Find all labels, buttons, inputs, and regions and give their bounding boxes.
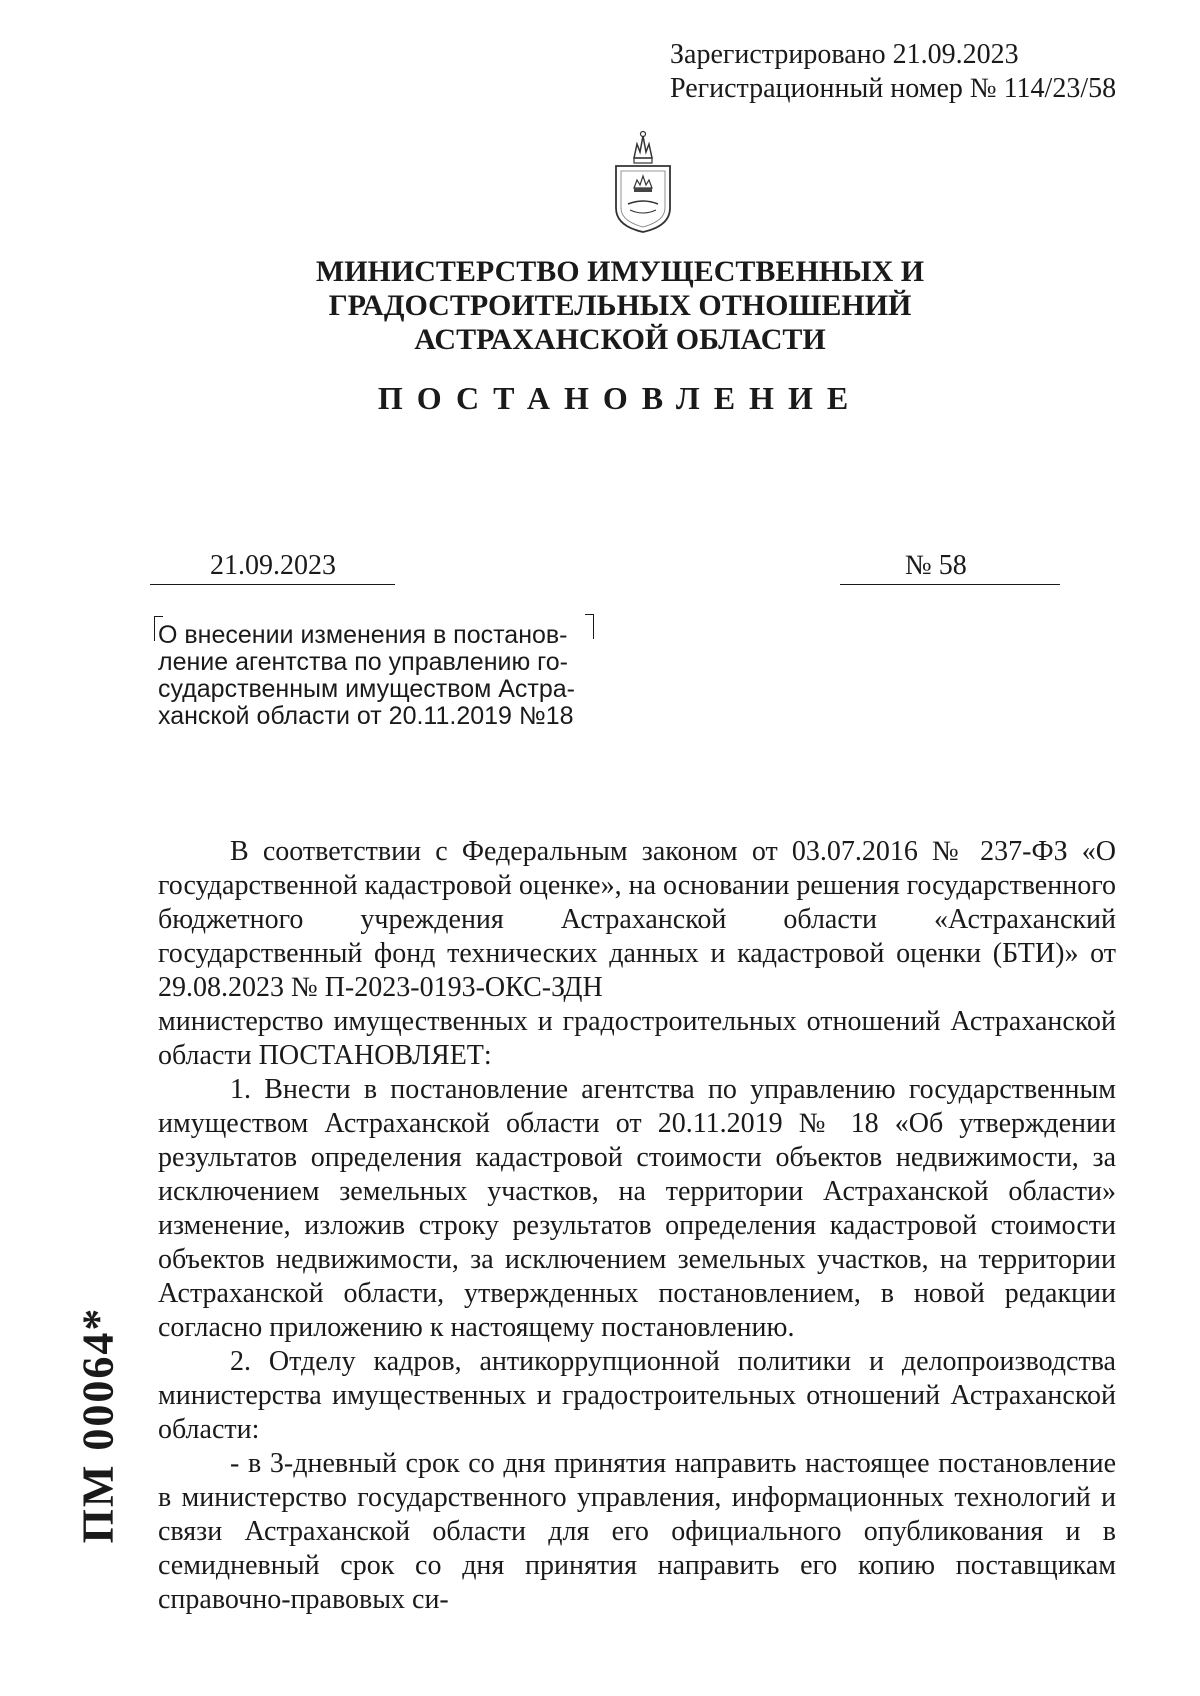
document-number: № 58 bbox=[840, 548, 1060, 585]
coat-of-arms-icon bbox=[604, 128, 682, 236]
ministry-name bbox=[300, 255, 940, 357]
registration-date: Зарегистрировано 21.09.2023 bbox=[670, 39, 1019, 70]
document-subject bbox=[158, 622, 588, 730]
subject-line: ханской области от 20.11.2019 №18 bbox=[158, 702, 574, 730]
body-item-2-sub-1: - в 3-дневный срок со дня принятия направить настоящее постановление в министерство государственного управления, информационных технологий и связи Астраханской области для его официального опубликования и в семидневный срок со дня принятия направить его копию поставщикам справочно-правовых си- bbox=[158, 1448, 1116, 1615]
body-preamble: В соответствии с Федеральным законом от 03.07.2016 № 237-ФЗ «О государственной кадастровой оценке», на основании решения государственного бюджетного учреждения Астраханской области «Астраханский государственный фонд технических данных и кадастровой оценки (БТИ)» от 29.08.2023 № П-2023-0193-ОКС-ЗДН bbox=[158, 836, 1116, 1003]
registration-stamp bbox=[670, 38, 1116, 106]
document-date: 21.09.2023 bbox=[150, 548, 395, 585]
ministry-name-line: ГРАДОСТРОИТЕЛЬНЫХ ОТНОШЕНИЙ bbox=[328, 289, 912, 322]
ministry-name-line: МИНИСТЕРСТВО ИМУЩЕСТВЕННЫХ И bbox=[315, 255, 925, 288]
document-type: ПОСТАНОВЛЕНИЕ bbox=[377, 380, 863, 416]
ministry-name-line: АСТРАХАНСКОЙ ОБЛАСТИ bbox=[414, 323, 826, 356]
registration-number: Регистрационный номер № 114/23/58 bbox=[670, 73, 1117, 104]
subject-line: О внесении изменения в постанов- bbox=[158, 621, 568, 649]
body-item-2: 2. Отделу кадров, антикоррупционной политики и делопроизводства министерства имущественных и градостроительных отношений Астраханской области: bbox=[158, 1346, 1116, 1445]
document-body bbox=[158, 835, 1116, 1617]
subject-line: ление агентства по управлению го- bbox=[158, 648, 568, 676]
subject-line: сударственным имуществом Астра- bbox=[158, 675, 576, 703]
body-resolves: министерство имущественных и градостроительных отношений Астраханской области ПОСТАНОВЛЯЕТ: bbox=[158, 1006, 1116, 1071]
body-item-1: 1. Внести в постановление агентства по управлению государственным имуществом Астраханской области от 20.11.2019 № 18 «Об утверждении результатов определения кадастровой стоимости объектов недвижимости, за исключением земельных участков, на территории Астраханской области» изменение, изложив строку результатов определения кадастровой стоимости объектов недвижимости, за исключением земельных участков, на территории Астраханской области, утвержденных постановлением, в новой редакции согласно приложению к настоящему постановлению. bbox=[158, 1074, 1116, 1343]
side-registration-mark bbox=[68, 1225, 128, 1625]
side-mark-text: ПМ 00064* bbox=[73, 1306, 123, 1544]
